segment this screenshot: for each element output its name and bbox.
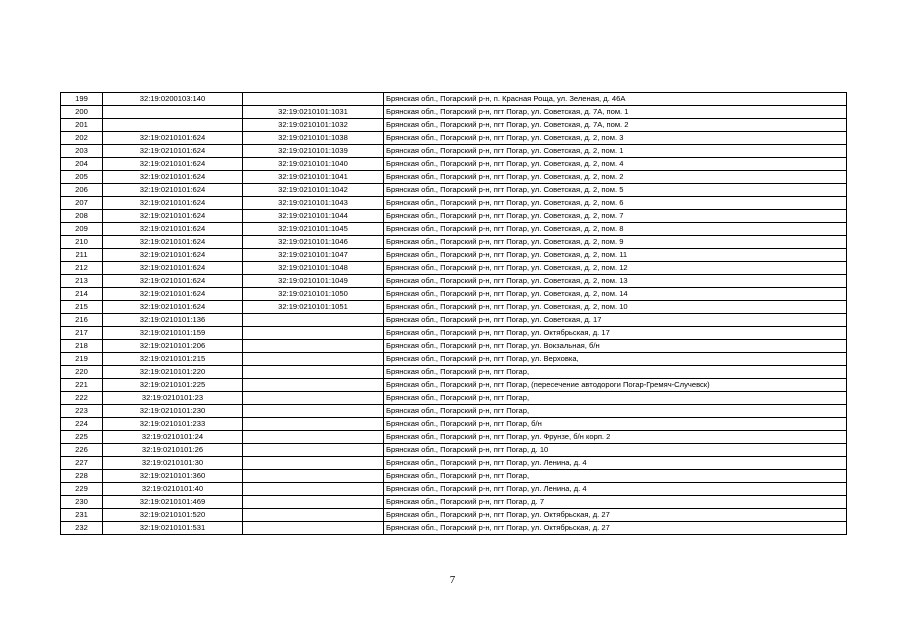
row-number-cell: 224: [61, 418, 103, 431]
row-number-cell: 206: [61, 184, 103, 197]
quarter-number-cell: 32:19:0210101:624: [103, 184, 243, 197]
address-cell: Брянская обл., Погарский р-н, пгт Погар, ул. Советская, д. 2, пом. 5: [384, 184, 847, 197]
row-number-cell: 231: [61, 509, 103, 522]
row-number-cell: 222: [61, 392, 103, 405]
quarter-number-cell: 32:19:0210101:624: [103, 288, 243, 301]
quarter-number-cell: 32:19:0210101:624: [103, 249, 243, 262]
table-row: [61, 392, 847, 405]
address-cell: Брянская обл., Погарский р-н, пгт Погар, ул. Советская, д. 2, пом. 8: [384, 223, 847, 236]
quarter-number-cell: 32:19:0210101:215: [103, 353, 243, 366]
cadastral-number-cell: 32:19:0210101:1045: [243, 223, 384, 236]
cadastral-number-cell: 32:19:0210101:1038: [243, 132, 384, 145]
row-number-cell: 219: [61, 353, 103, 366]
address-cell: Брянская обл., Погарский р-н, пгт Погар, ул. Советская, д. 7А, пом. 1: [384, 106, 847, 119]
table-row: [61, 457, 847, 470]
row-number-cell: 210: [61, 236, 103, 249]
quarter-number-cell: 32:19:0210101:136: [103, 314, 243, 327]
row-number-cell: 225: [61, 431, 103, 444]
quarter-number-cell: [103, 106, 243, 119]
table-row: [61, 119, 847, 132]
row-number-cell: 230: [61, 496, 103, 509]
cadastral-number-cell: [243, 366, 384, 379]
cadastral-number-cell: [243, 379, 384, 392]
address-cell: Брянская обл., Погарский р-н, пгт Погар, ул. Советская, д. 2, пом. 4: [384, 158, 847, 171]
page-number: 7: [449, 574, 456, 586]
quarter-number-cell: 32:19:0210101:624: [103, 275, 243, 288]
table-row: [61, 483, 847, 496]
address-cell: Брянская обл., Погарский р-н, пгт Погар, ул. Октябрьская, д. 27: [384, 522, 847, 535]
address-cell: Брянская обл., Погарский р-н, пгт Погар, ул. Советская, д. 2, пом. 2: [384, 171, 847, 184]
quarter-number-cell: 32:19:0210101:624: [103, 236, 243, 249]
cadastral-number-cell: 32:19:0210101:1039: [243, 145, 384, 158]
quarter-number-cell: 32:19:0210101:159: [103, 327, 243, 340]
quarter-number-cell: 32:19:0210101:624: [103, 210, 243, 223]
cadastral-number-cell: 32:19:0210101:1050: [243, 288, 384, 301]
table-row: [61, 431, 847, 444]
table-row: [61, 223, 847, 236]
address-cell: Брянская обл., Погарский р-н, пгт Погар, ул. Советская, д. 2, пом. 3: [384, 132, 847, 145]
cadastral-number-cell: [243, 418, 384, 431]
row-number-cell: 227: [61, 457, 103, 470]
address-cell: Брянская обл., Погарский р-н, пгт Погар, ул. Ленина, д. 4: [384, 483, 847, 496]
table-row: [61, 470, 847, 483]
row-number-cell: 232: [61, 522, 103, 535]
quarter-number-cell: 32:19:0210101:624: [103, 158, 243, 171]
row-number-cell: 204: [61, 158, 103, 171]
row-number-cell: 203: [61, 145, 103, 158]
table-row: [61, 522, 847, 535]
quarter-number-cell: 32:19:0210101:30: [103, 457, 243, 470]
table-row: [61, 405, 847, 418]
quarter-number-cell: 32:19:0210101:26: [103, 444, 243, 457]
address-cell: Брянская обл., Погарский р-н, пгт Погар, б/н: [384, 418, 847, 431]
cadastral-number-cell: 32:19:0210101:1043: [243, 197, 384, 210]
address-cell: Брянская обл., Погарский р-н, пгт Погар,: [384, 366, 847, 379]
address-cell: Брянская обл., Погарский р-н, пгт Погар, ул. Советская, д. 2, пом. 11: [384, 249, 847, 262]
row-number-cell: 228: [61, 470, 103, 483]
address-cell: Брянская обл., Погарский р-н, пгт Погар, (пересечение автодороги Погар-Гремяч-Случевск): [384, 379, 847, 392]
table-row: [61, 145, 847, 158]
table-row: [61, 275, 847, 288]
row-number-cell: 201: [61, 119, 103, 132]
cadastral-number-cell: [243, 93, 384, 106]
quarter-number-cell: 32:19:0210101:233: [103, 418, 243, 431]
table-row: [61, 327, 847, 340]
address-cell: Брянская обл., Погарский р-н, пгт Погар, ул. Октябрьская, д. 27: [384, 509, 847, 522]
cadastral-number-cell: 32:19:0210101:1047: [243, 249, 384, 262]
row-number-cell: 216: [61, 314, 103, 327]
quarter-number-cell: 32:19:0210101:469: [103, 496, 243, 509]
address-cell: Брянская обл., Погарский р-н, пгт Погар, ул. Вокзальная, б/н: [384, 340, 847, 353]
row-number-cell: 200: [61, 106, 103, 119]
table-row: [61, 106, 847, 119]
quarter-number-cell: 32:19:0210101:624: [103, 301, 243, 314]
table-row: [61, 197, 847, 210]
row-number-cell: 226: [61, 444, 103, 457]
cadastral-number-cell: 32:19:0210101:1049: [243, 275, 384, 288]
cadastral-number-cell: [243, 405, 384, 418]
row-number-cell: 221: [61, 379, 103, 392]
table-row: [61, 288, 847, 301]
cadastral-number-cell: 32:19:0210101:1051: [243, 301, 384, 314]
address-cell: Брянская обл., Погарский р-н, пгт Погар,: [384, 405, 847, 418]
table-row: [61, 132, 847, 145]
cadastral-number-cell: [243, 392, 384, 405]
quarter-number-cell: 32:19:0210101:624: [103, 132, 243, 145]
row-number-cell: 217: [61, 327, 103, 340]
cadastral-number-cell: 32:19:0210101:1040: [243, 158, 384, 171]
table-row: [61, 444, 847, 457]
row-number-cell: 202: [61, 132, 103, 145]
quarter-number-cell: 32:19:0210101:520: [103, 509, 243, 522]
table-row: [61, 236, 847, 249]
row-number-cell: 209: [61, 223, 103, 236]
cadastral-number-cell: 32:19:0210101:1046: [243, 236, 384, 249]
quarter-number-cell: 32:19:0210101:225: [103, 379, 243, 392]
address-cell: Брянская обл., Погарский р-н, пгт Погар, ул. Советская, д. 2, пом. 7: [384, 210, 847, 223]
quarter-number-cell: 32:19:0210101:360: [103, 470, 243, 483]
table-row: [61, 366, 847, 379]
cadastral-number-cell: 32:19:0210101:1041: [243, 171, 384, 184]
cadastral-number-cell: [243, 327, 384, 340]
table-row: [61, 93, 847, 106]
row-number-cell: 207: [61, 197, 103, 210]
address-cell: Брянская обл., Погарский р-н, пгт Погар, ул. Октябрьская, д. 17: [384, 327, 847, 340]
cadastral-number-cell: 32:19:0210101:1032: [243, 119, 384, 132]
quarter-number-cell: 32:19:0210101:624: [103, 145, 243, 158]
registry-table: [60, 92, 847, 535]
address-cell: Брянская обл., Погарский р-н, пгт Погар, ул. Ленина, д. 4: [384, 457, 847, 470]
table-row: [61, 171, 847, 184]
table-row: [61, 249, 847, 262]
quarter-number-cell: 32:19:0210101:624: [103, 262, 243, 275]
cadastral-number-cell: [243, 509, 384, 522]
address-cell: Брянская обл., Погарский р-н, пгт Погар, ул. Советская, д. 2, пом. 10: [384, 301, 847, 314]
cadastral-number-cell: 32:19:0210101:1048: [243, 262, 384, 275]
cadastral-number-cell: [243, 483, 384, 496]
cadastral-number-cell: [243, 457, 384, 470]
table-row: [61, 210, 847, 223]
address-cell: Брянская обл., Погарский р-н, пгт Погар, ул. Советская, д. 2, пом. 14: [384, 288, 847, 301]
address-cell: Брянская обл., Погарский р-н, пгт Погар,: [384, 470, 847, 483]
cadastral-number-cell: [243, 353, 384, 366]
quarter-number-cell: 32:19:0210101:220: [103, 366, 243, 379]
address-cell: Брянская обл., Погарский р-н, пгт Погар, ул. Советская, д. 2, пом. 1: [384, 145, 847, 158]
row-number-cell: 213: [61, 275, 103, 288]
row-number-cell: 218: [61, 340, 103, 353]
table-row: [61, 314, 847, 327]
table-row: [61, 262, 847, 275]
table-row: [61, 340, 847, 353]
row-number-cell: 205: [61, 171, 103, 184]
cadastral-number-cell: [243, 314, 384, 327]
table-row: [61, 301, 847, 314]
quarter-number-cell: 32:19:0210101:230: [103, 405, 243, 418]
table-row: [61, 509, 847, 522]
table-row: [61, 158, 847, 171]
quarter-number-cell: 32:19:0210101:624: [103, 197, 243, 210]
cadastral-number-cell: [243, 496, 384, 509]
address-cell: Брянская обл., Погарский р-н, п. Красная Роща, ул. Зеленая, д. 46А: [384, 93, 847, 106]
cadastral-number-cell: [243, 340, 384, 353]
cadastral-number-cell: [243, 470, 384, 483]
cadastral-number-cell: 32:19:0210101:1044: [243, 210, 384, 223]
row-number-cell: 223: [61, 405, 103, 418]
quarter-number-cell: 32:19:0210101:624: [103, 223, 243, 236]
cadastral-number-cell: [243, 444, 384, 457]
address-cell: Брянская обл., Погарский р-н, пгт Погар, ул. Советская, д. 2, пом. 13: [384, 275, 847, 288]
address-cell: Брянская обл., Погарский р-н, пгт Погар, ул. Фрунзе, б/н корп. 2: [384, 431, 847, 444]
row-number-cell: 215: [61, 301, 103, 314]
cadastral-number-cell: [243, 522, 384, 535]
address-cell: Брянская обл., Погарский р-н, пгт Погар, д. 7: [384, 496, 847, 509]
table-row: [61, 184, 847, 197]
quarter-number-cell: 32:19:0210101:206: [103, 340, 243, 353]
address-cell: Брянская обл., Погарский р-н, пгт Погар,: [384, 392, 847, 405]
quarter-number-cell: 32:19:0200103:140: [103, 93, 243, 106]
quarter-number-cell: 32:19:0210101:24: [103, 431, 243, 444]
row-number-cell: 220: [61, 366, 103, 379]
cadastral-number-cell: 32:19:0210101:1031: [243, 106, 384, 119]
cadastral-number-cell: 32:19:0210101:1042: [243, 184, 384, 197]
row-number-cell: 208: [61, 210, 103, 223]
row-number-cell: 214: [61, 288, 103, 301]
address-cell: Брянская обл., Погарский р-н, пгт Погар, ул. Советская, д. 2, пом. 6: [384, 197, 847, 210]
address-cell: Брянская обл., Погарский р-н, пгт Погар, ул. Верховка,: [384, 353, 847, 366]
quarter-number-cell: 32:19:0210101:531: [103, 522, 243, 535]
quarter-number-cell: 32:19:0210101:624: [103, 171, 243, 184]
row-number-cell: 212: [61, 262, 103, 275]
address-cell: Брянская обл., Погарский р-н, пгт Погар, ул. Советская, д. 7А, пом. 2: [384, 119, 847, 132]
row-number-cell: 199: [61, 93, 103, 106]
row-number-cell: 211: [61, 249, 103, 262]
quarter-number-cell: 32:19:0210101:40: [103, 483, 243, 496]
address-cell: Брянская обл., Погарский р-н, пгт Погар, ул. Советская, д. 2, пом. 12: [384, 262, 847, 275]
table-row: [61, 379, 847, 392]
address-cell: Брянская обл., Погарский р-н, пгт Погар, ул. Советская, д. 2, пом. 9: [384, 236, 847, 249]
quarter-number-cell: [103, 119, 243, 132]
row-number-cell: 229: [61, 483, 103, 496]
registry-table-body: [61, 93, 847, 535]
quarter-number-cell: 32:19:0210101:23: [103, 392, 243, 405]
address-cell: Брянская обл., Погарский р-н, пгт Погар, д. 10: [384, 444, 847, 457]
table-row: [61, 353, 847, 366]
cadastral-number-cell: [243, 431, 384, 444]
table-row: [61, 496, 847, 509]
address-cell: Брянская обл., Погарский р-н, пгт Погар, ул. Советская, д. 17: [384, 314, 847, 327]
table-row: [61, 418, 847, 431]
